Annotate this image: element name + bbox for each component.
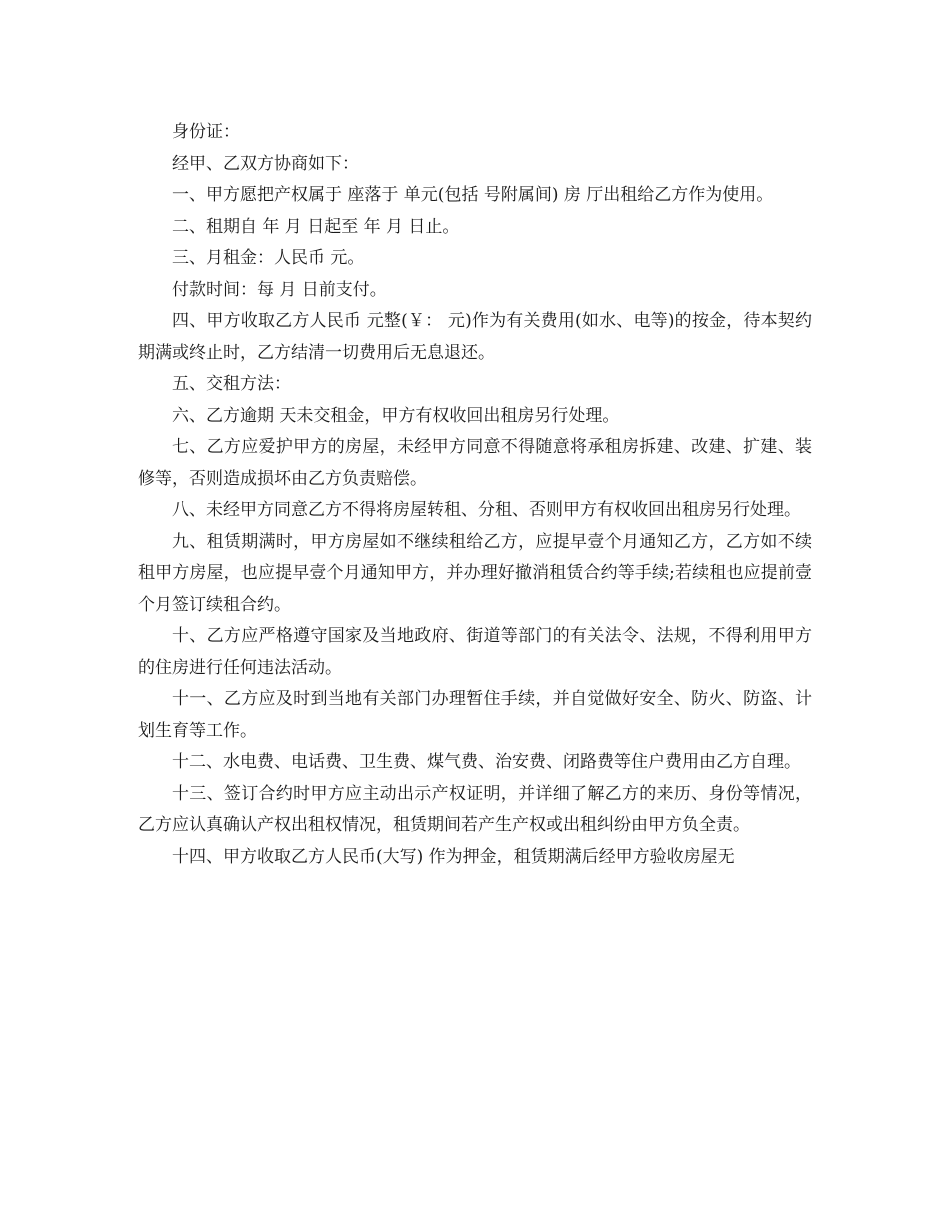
paragraph-clause-3: 三、月租金：人民币 元。 [172, 248, 365, 268]
paragraph-agreement-intro: 经甲、乙双方协商如下： [172, 153, 359, 174]
contract-body [138, 117, 812, 873]
paragraph-clause-5: 五、交租方法： [172, 374, 291, 394]
paragraph-clause-14: 十四、甲方收取乙方人民币(大写) 作为押金，租赁期满后经甲方验收房屋无 [172, 846, 735, 867]
paragraph-clause-8: 八、未经甲方同意乙方不得将房屋转租、分租、否则甲方有权收回出租房另行处理。 [172, 500, 801, 520]
paragraph-clause-4: 四、甲方收取乙方人民币 元整(￥： 元)作为有关费用(如水、电等)的按金，待本契约期满或终止时，乙方结清一切费用后无息退还。 [138, 311, 812, 363]
paragraph-payment-time: 付款时间：每 月 日前支付。 [172, 279, 387, 300]
paragraph-clause-6: 六、乙方逾期 天未交租金，甲方有权收回出租房另行处理。 [172, 405, 620, 426]
paragraph-clause-9: 九、租赁期满时，甲方房屋如不继续租给乙方，应提早壹个月通知乙方，乙方如不续租甲方房屋，也应提早壹个月通知甲方，并办理好撤消租赁合约等手续;若续租也应提前壹个月签订续租合约。 [138, 531, 812, 615]
paragraph-clause-1: 一、甲方愿把产权属于 座落于 单元(包括 号附属间) 房 厅出租给乙方作为使用。 [172, 185, 774, 205]
paragraph-clause-7: 七、乙方应爱护甲方的房屋，未经甲方同意不得随意将承租房拆建、改建、扩建、装修等，否则造成损坏由乙方负责赔偿。 [138, 437, 812, 489]
paragraph-clause-13: 十三、签订合约时甲方应主动出示产权证明，并详细了解乙方的来历、身份等情况，乙方应认真确认产权出租权情况，租赁期间若产生产权或出租纠纷由甲方负全责。 [138, 783, 812, 835]
paragraph-clause-2: 二、租期自 年 月 日起至 年 月 日止。 [172, 216, 460, 237]
paragraph-clause-12: 十二、水电费、电话费、卫生费、煤气费、治安费、闭路费等住户费用由乙方自理。 [172, 752, 801, 772]
paragraph-clause-11: 十一、乙方应及时到当地有关部门办理暂住手续，并自觉做好安全、防火、防盗、计划生育等工作。 [138, 689, 812, 741]
paragraph-clause-10: 十、乙方应严格遵守国家及当地政府、街道等部门的有关法令、法规，不得利用甲方的住房进行任何违法活动。 [138, 626, 812, 678]
paragraph-id-card: 身份证： [172, 122, 240, 142]
